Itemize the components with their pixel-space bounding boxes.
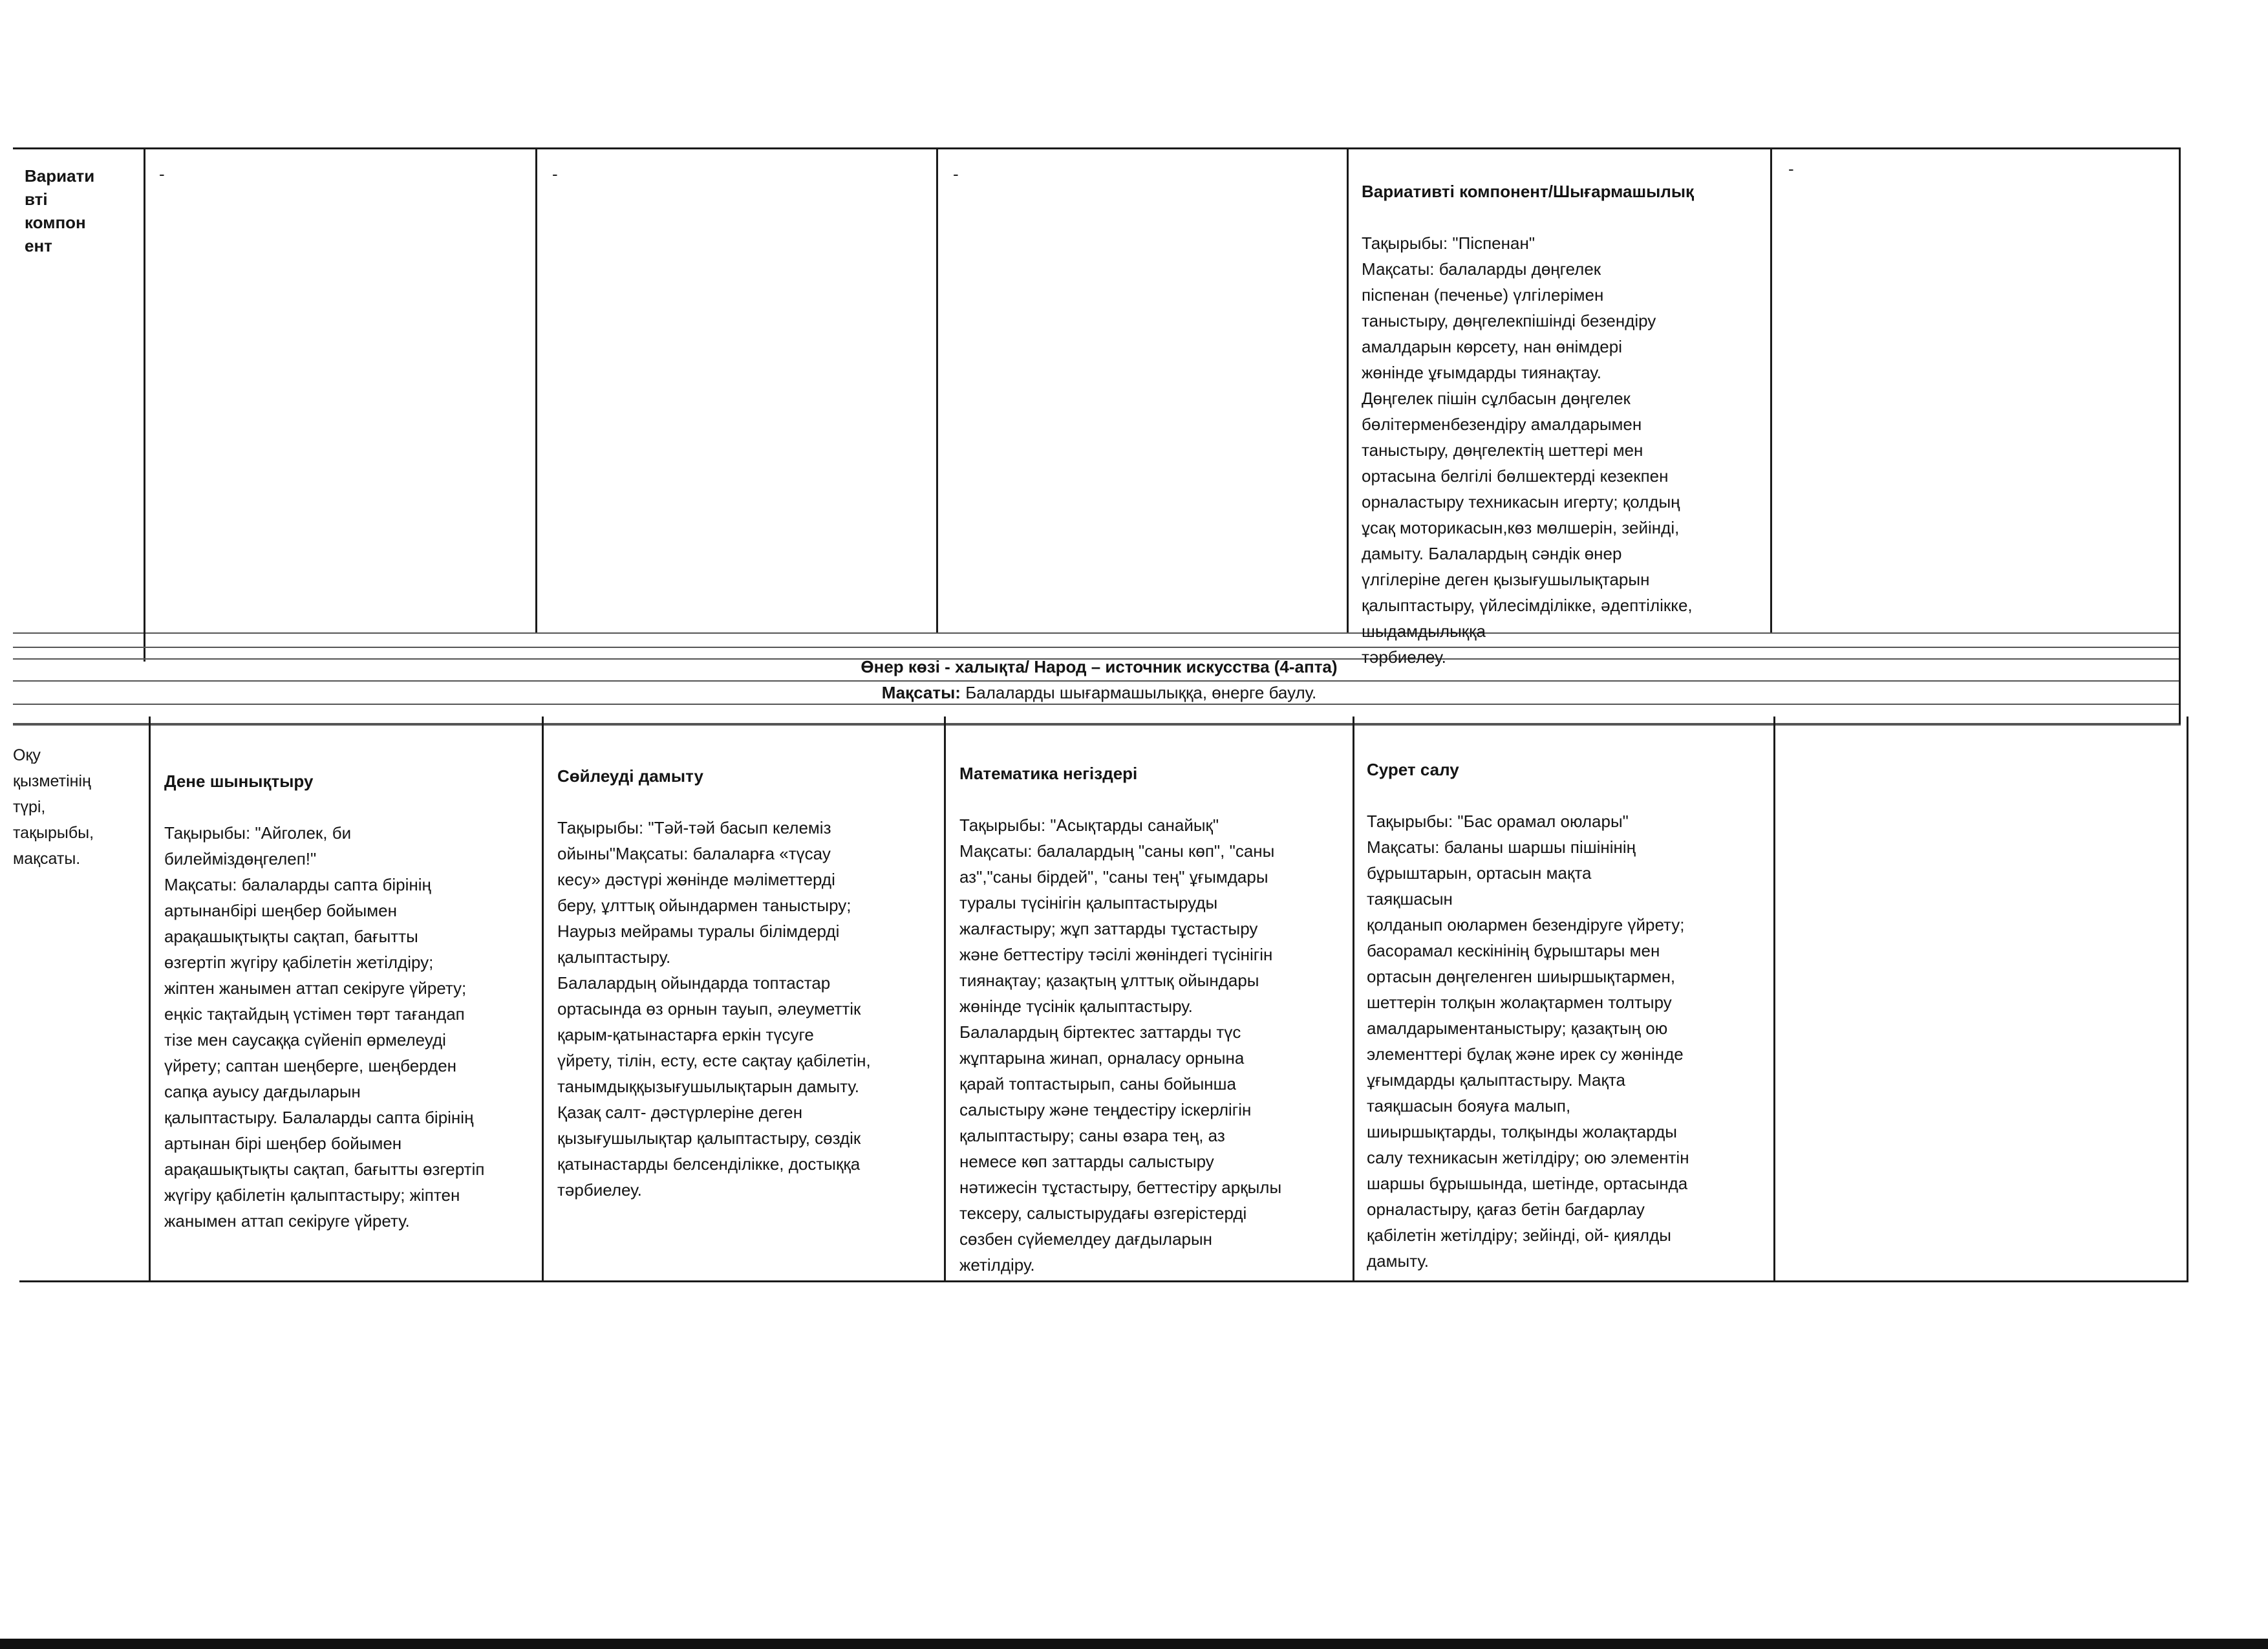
- week-theme-goal: [808, 682, 1390, 704]
- row2-cell-1-body: Тақырыбы: "Айголек, би билейміздөңгелеп!" Мақсаты: балаларды сапта бірінің артынанбірі шеңбер бойымен арақашықтықты сақтап, бағытты өзгертіп жүгіру қабілетін жетілдіру; жіптен жанымен аттап секіруге үйрету; еңкіс тақтайдың үстімен төрт тағандап тізе мен саусаққа сүйеніп өрмелеуді үйрету; саптан шеңберге, шеңберден сапқа ауысу дағдыларын қалыптастыру. Балаларды сапта бірінің артынан бірі шеңбер бойымен арақашықтықты сақтап, бағытты өзгертіп жүгіру қабілетін қалыптастыру; жіптен жанымен аттап секіруге үйрету.: [164, 823, 485, 1231]
- table1-col-divider-2: [535, 147, 537, 632]
- row1-cell-4-heading: Вариативті компонент/Шығармашылық: [1362, 182, 1695, 201]
- table2-col-divider-1: [149, 717, 151, 1282]
- table2-top-border: [13, 724, 2181, 726]
- week-goal-text: Балаларды шығармашылыққа, өнерге баулу.: [960, 683, 1317, 702]
- table1-col-divider-4: [1347, 147, 1349, 632]
- banner-right-border: [2179, 620, 2181, 724]
- banner-line-4: [13, 704, 2181, 705]
- row2-cell-4-heading: Сурет салу: [1367, 760, 1459, 779]
- row1-cell-3-dash: -: [953, 164, 959, 184]
- table2-col-divider-5: [1773, 717, 1775, 1282]
- table1-col-divider-1: [144, 147, 145, 662]
- table2-col-divider-3: [944, 717, 946, 1282]
- row2-cell-2-body: Тақырыбы: "Тәй-тәй басып келеміз ойыны"Мақсаты: балаларға «түсау кесу» дәстүрі жөнінде мәліметтерді беру, ұлттық ойындармен таныстыру; Наурыз мейрамы туралы білімдерді қалыптастыру. Балалардың ойындарда топтастар ортасында өз орнын тауып, әлеуметтік қарым-қатынастарға еркін түсуге үйрету, тілін, есту, есте сақтау қабілетін, танымдыққызығушылықтарын дамыту. Қазақ салт- дәстүрлеріне деген қызығушылықтар қалыптастыру, сөздік қатынастарды белсенділікке, достыққа тәрбиелеу.: [557, 818, 871, 1200]
- table2-col-divider-2: [542, 717, 544, 1282]
- row1-label: Вариати вті компон ент: [25, 166, 95, 255]
- week-goal-label: Мақсаты:: [881, 683, 961, 702]
- banner-line-1: [13, 647, 2181, 648]
- table2-col-divider-4: [1353, 717, 1354, 1282]
- row2-cell-5-empty: [1788, 737, 2176, 1267]
- row2-cell-3-heading: Математика негіздері: [959, 764, 1138, 783]
- row2-cell-2-heading: Сөйлеуді дамыту: [557, 766, 703, 786]
- scan-bottom-edge: [0, 1639, 2268, 1649]
- week-theme-title-text: Өнер көзі - халықта/ Народ – источник искусства (4-апта): [861, 657, 1338, 676]
- row2-cell-drawing: [1367, 731, 1771, 1274]
- table1-bottom-border: [13, 632, 2181, 634]
- table1-col-divider-3: [936, 147, 938, 632]
- row2-cell-math-basics: [959, 735, 1351, 1275]
- row2-cell-1-heading: Дене шынықтыру: [164, 771, 314, 791]
- table2-right-border: [2187, 717, 2188, 1282]
- row1-cell-5-dash: -: [1788, 159, 1794, 178]
- row1-cell-variative-component: [1362, 153, 1769, 667]
- table1-top-border: [13, 147, 2181, 149]
- row2-cell-speech-development: [557, 737, 942, 1274]
- table1-col-divider-5: [1770, 147, 1772, 632]
- row2-cell-4-body: Тақырыбы: "Бас орамал оюлары" Мақсаты: баланы шаршы пішінінің бұрыштарын, ортасын мақта таяқшасын қолданып оюлармен безендіруге үйрету; басорамал кескінінің бұрыштары мен ортасын дөңгеленген шиыршықтармен, шеттерін толқын жолақтармен толтыру амалдарыментаныстыру; қазақтың ою элементтері бұлақ және ирек су жөнінде ұғымдарды қалыптастыру. Мақта таяқшасын бояуға малып, шиыршықтарды, толқынды жолақтарды салу техникасын жетілдіру; ою элементін шаршы бұрышында, шетінде, ортасында орналастыру, қағаз бетін бағдарлау қабілетін жетілдіру; зейінді, ой- қиялды дамыту.: [1367, 812, 1689, 1271]
- row2-cell-physical-education: [164, 742, 539, 1273]
- row2-label: Оқу қызметінің түрі, тақырыбы, мақсаты.: [13, 746, 94, 868]
- row1-cell-4-body: Тақырыбы: "Піспенан" Мақсаты: балаларды дөңгелек піспенан (печенье) үлгілерімен таныстыру, дөңгелекпішінді безендіру амалдарын көрсету, нан өнімдері жөнінде ұғымдарды тиянақтау. Дөңгелек пішін сұлбасын дөңгелек бөлітерменбезендіру амалдарымен таныстыру, дөңгелектің шеттері мен ортасына белгілі бөлшектерді кезекпен орналастыру техникасын игерту; қолдың ұсақ моторикасын,көз мөлшерін, зейінді, дамыту. Балалардың сәндік өнер үлгілеріне деген қызығушылықтарын қалыптастыру, үйлесімділікке, әдептілікке, шыдамдылыққа тәрбиелеу.: [1362, 233, 1693, 667]
- week-theme-title: [808, 656, 1390, 678]
- row2-cell-3-body: Тақырыбы: "Асықтарды санайық" Мақсаты: балалардың "саны көп", "саны аз","саны бірдей", "саны тең" ұғымдары туралы түсінігін қалыптастыруды жалғастыру; жұп заттарды тұстастыру және беттестіру тәсілі жөніндегі түсінігін тиянақтау; қазақтың ұлттық ойындары жөнінде түсінік қалыптастыру. Балалардың біртектес заттарды түс жұптарына жинап, орналасу орнына қарай топтастырып, саны бойынша салыстыру және теңдестіру іскерлігін қалыптастыру; саны өзара тең, аз немесе көп заттарды салыстыру нәтижесін тұстастыру, беттестіру арқылы тексеру, салыстырудағы өзгерістерді сөзбен сүйемелдеу дағдыларын жетілдіру.: [959, 815, 1282, 1275]
- row1-cell-1-dash: -: [159, 164, 165, 184]
- row1-cell-2-dash: -: [552, 164, 558, 184]
- table1-right-border: [2179, 147, 2181, 632]
